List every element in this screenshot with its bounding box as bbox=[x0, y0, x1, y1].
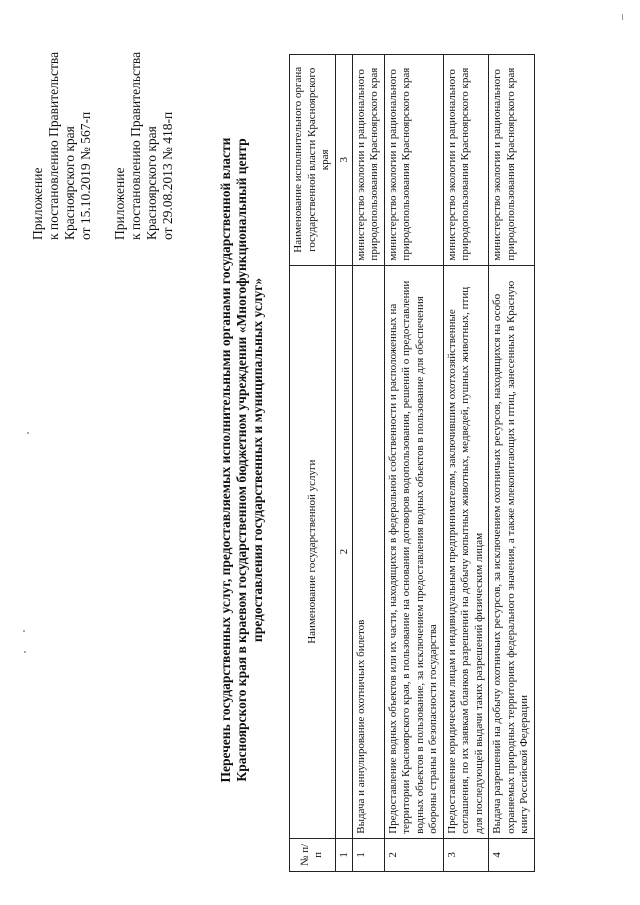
appendix-line: Красноярского края bbox=[62, 126, 77, 240]
row-num: 3 bbox=[443, 838, 489, 871]
title-line: Перечень государственных услуг, предоставляемых исполнительными органами государственной власти bbox=[218, 137, 233, 783]
appendix-line: к постановлению Правительства bbox=[46, 51, 61, 240]
row-num: 4 bbox=[489, 838, 535, 871]
column-number: 1 bbox=[335, 838, 352, 871]
row-num: 2 bbox=[384, 838, 443, 871]
appendix-line: Приложение bbox=[30, 167, 45, 240]
table-row bbox=[384, 55, 443, 872]
header-service: Наименование государственной услуги bbox=[290, 265, 336, 838]
table-header-row bbox=[290, 55, 336, 872]
row-num: 1 bbox=[352, 838, 384, 871]
header-authority: Наименование исполнительного органа государственной власти Красноярского края bbox=[290, 55, 336, 266]
column-number: 2 bbox=[335, 265, 352, 838]
row-service: Выдача и аннулирование охотничьих билетов bbox=[352, 265, 384, 838]
document-title bbox=[218, 75, 266, 845]
row-service: Выдача разрешений на добычу охотничьих ресурсов, за исключением охотничьих ресурсов, находящихся на особо охраняемых природных территориях федерального значения, а также млекопитающих и птиц, занесенных в Красную книгу Российской Федерации bbox=[489, 265, 535, 838]
column-number-row bbox=[335, 55, 352, 872]
row-authority: министерство экологии и рационального природопользования Красноярского края bbox=[352, 55, 384, 266]
row-authority: министерство экологии и рационального природопользования Красноярского края bbox=[443, 55, 489, 266]
table-row bbox=[443, 55, 489, 872]
row-service: Предоставление юридическим лицам и индивидуальным предпринимателям, заключившим охотхозяйственные соглашения, по их заявкам бланков разрешений на добычу копытных животных, медведей, пушных животных, птиц для последующей выдачи таких разрешений физическим лицам bbox=[443, 265, 489, 838]
header-num: № п/п bbox=[290, 838, 336, 871]
appendix-line: к постановлению Правительства bbox=[128, 51, 143, 240]
title-line: Красноярского края в краевом государственном бюджетном учреждении «Многофункциональный центр bbox=[234, 138, 249, 782]
title-line: предоставления государственных и муниципальных услуг» bbox=[250, 277, 265, 643]
column-number: 3 bbox=[335, 55, 352, 266]
services-table bbox=[289, 54, 535, 872]
row-authority: министерство экологии и рационального природопользования Красноярского края bbox=[384, 55, 443, 266]
table-row bbox=[489, 55, 535, 872]
table-row bbox=[352, 55, 384, 872]
row-service: Предоставление водных объектов или их части, находящихся в федеральной собственности и расположенных на территории Красноярского края, в пользование на основании договоров водопользования, решений о предоставлении водных объектов в пользование, за исключением предоставления водных объектов в пользование для обеспечения обороны страны и безопасности государства bbox=[384, 265, 443, 838]
row-authority: министерство экологии и рационального природопользования Красноярского края bbox=[489, 55, 535, 266]
appendix-line: от 29.08.2013 № 418-п bbox=[160, 111, 175, 240]
appendix-line: от 15.10.2019 № 567-п bbox=[78, 111, 93, 240]
appendix-line: Приложение bbox=[112, 167, 127, 240]
appendix-block-current bbox=[30, 52, 94, 240]
appendix-block-original bbox=[112, 52, 176, 240]
appendix-line: Красноярского края bbox=[144, 126, 159, 240]
